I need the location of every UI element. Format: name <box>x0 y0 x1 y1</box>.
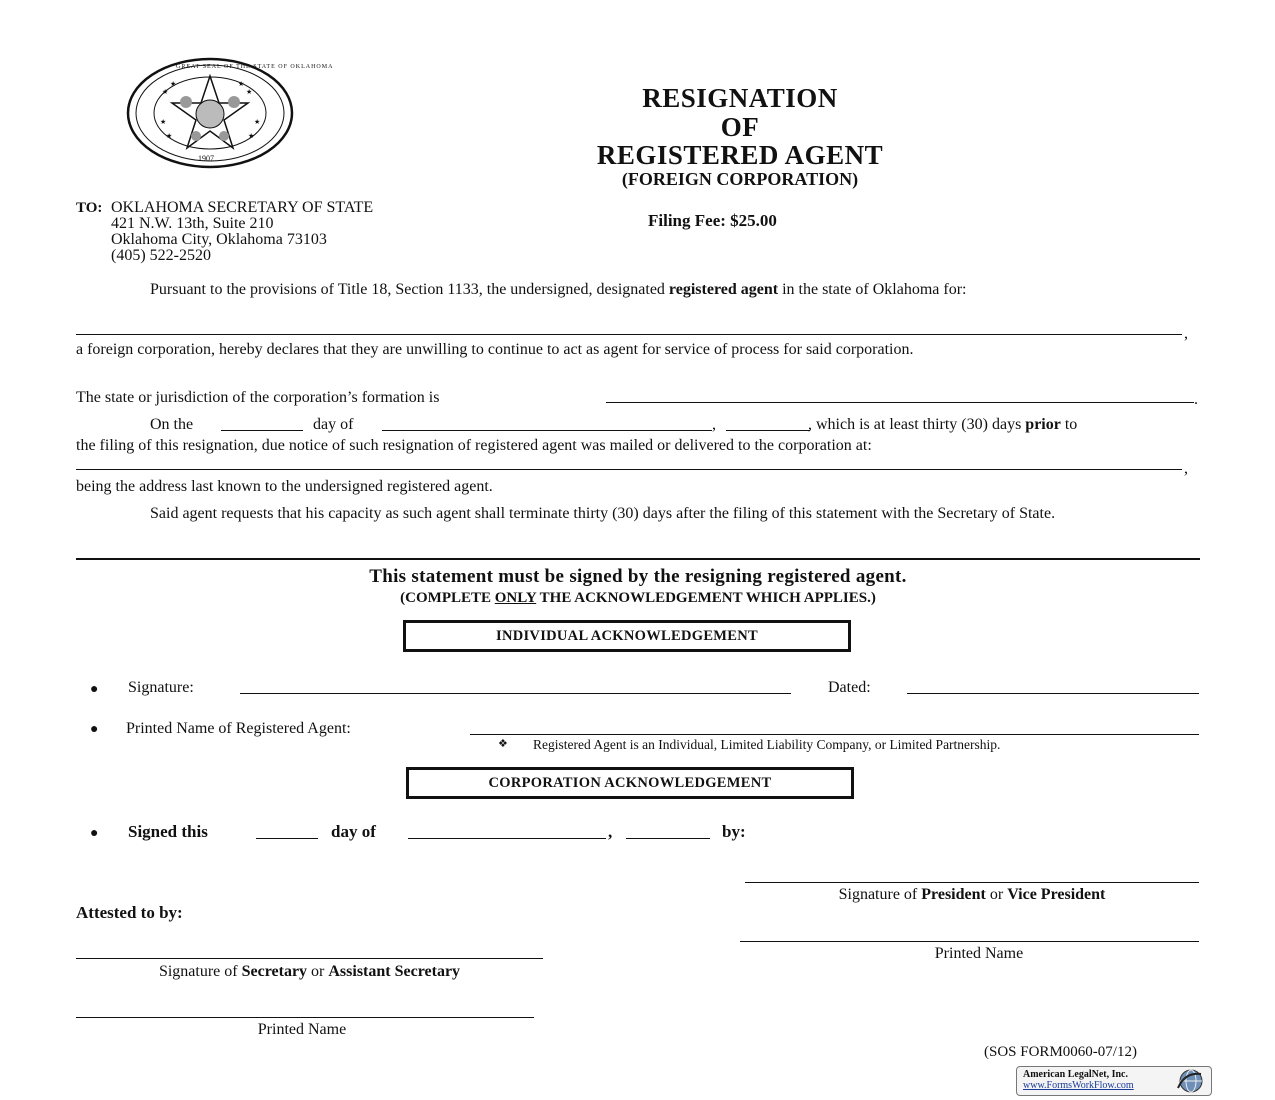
bullet-icon: ● <box>90 722 99 737</box>
filing-fee: Filing Fee: $25.00 <box>648 211 777 230</box>
by-label: by: <box>722 822 746 841</box>
publisher-website[interactable]: www.FormsWorkFlow.com <box>1023 1080 1134 1091</box>
signature-field[interactable] <box>240 693 791 694</box>
svg-text:★: ★ <box>170 80 177 88</box>
address-line-4: (405) 522-2520 <box>111 247 211 264</box>
individual-acknowledgement-box: INDIVIDUAL ACKNOWLEDGEMENT <box>403 620 851 652</box>
signed-year-field[interactable] <box>626 838 710 839</box>
signed-day-field[interactable] <box>256 838 318 839</box>
president-printed-name-field[interactable] <box>740 941 1199 942</box>
bullet-icon: ● <box>90 682 99 697</box>
svg-text:★: ★ <box>162 88 169 96</box>
notice-comma: , <box>712 416 716 433</box>
signed-this-label: Signed this <box>128 822 208 841</box>
signed-month-field[interactable] <box>408 838 606 839</box>
seal-year: 1907 <box>198 154 214 163</box>
form-number: (SOS FORM0060-07/12) <box>984 1044 1137 1060</box>
jurisdiction-label: The state or jurisdiction of the corporation’s formation is <box>76 389 440 406</box>
corporation-acknowledgement-box: CORPORATION ACKNOWLEDGEMENT <box>406 767 854 799</box>
publisher-logo[interactable] <box>1016 1066 1212 1096</box>
paragraph-terminate: Said agent requests that his capacity as such agent shall terminate thirty (30) days after the filing of this statement with the Secretary of State. <box>150 505 1056 522</box>
svg-text:★: ★ <box>246 88 253 96</box>
address-line-2: 421 N.W. 13th, Suite 210 <box>111 215 274 232</box>
corporation-address-field[interactable] <box>76 469 1182 470</box>
bullet-icon: ● <box>90 826 99 841</box>
to-label: TO: <box>76 200 103 216</box>
attested-label: Attested to by: <box>76 903 183 922</box>
svg-text:★: ★ <box>254 118 261 126</box>
diamond-bullet-icon: ❖ <box>498 738 508 750</box>
corporation-name-field[interactable] <box>76 334 1182 335</box>
title-line-1: RESIGNATION <box>642 83 838 113</box>
state-seal <box>126 58 334 168</box>
president-signature-field[interactable] <box>745 882 1199 883</box>
svg-text:★: ★ <box>166 132 173 140</box>
signed-day-of-label: day of <box>331 822 376 841</box>
seal-icon <box>126 58 334 168</box>
printed-name-agent-label: Printed Name of Registered Agent: <box>126 720 351 737</box>
notice-month-field[interactable] <box>382 430 712 431</box>
divider <box>76 558 1200 560</box>
svg-text:★: ★ <box>238 80 245 88</box>
notice-year-field[interactable] <box>726 430 810 431</box>
president-printed-name-label: Printed Name <box>934 945 1024 962</box>
globe-icon <box>1175 1068 1205 1094</box>
address-line-1: OKLAHOMA SECRETARY OF STATE <box>111 199 374 216</box>
president-signature-label: Signature of President or Vice President <box>838 886 1106 903</box>
day-of-label: day of <box>313 416 354 433</box>
publisher-name: American LegalNet, Inc. <box>1023 1069 1128 1080</box>
secretary-printed-name-label: Printed Name <box>257 1021 347 1038</box>
period: . <box>1194 391 1198 408</box>
signature-label: Signature: <box>128 679 194 696</box>
svg-text:★: ★ <box>248 132 255 140</box>
paragraph-pursuant: Pursuant to the provisions of Title 18, Section 1133, the undersigned, designated registered agent in the state of Oklahoma for: <box>150 281 967 298</box>
seal-motto: GREAT SEAL OF THE STATE OF OKLAHOMA <box>176 64 334 70</box>
comma: , <box>1184 325 1188 342</box>
secretary-signature-label: Signature of Secretary or Assistant Secretary <box>158 963 461 980</box>
notice-day-field[interactable] <box>221 430 303 431</box>
agent-note: Registered Agent is an Individual, Limited Liability Company, or Limited Partnership. <box>533 737 1001 752</box>
secretary-signature-field[interactable] <box>76 958 543 959</box>
dated-field[interactable] <box>907 693 1199 694</box>
title-line-3: REGISTERED AGENT <box>596 140 884 170</box>
notice-text: , which is at least thirty (30) days prior to <box>808 416 1078 433</box>
paragraph-declares: a foreign corporation, hereby declares that they are unwilling to continue to act as agent for service of process for said corporation. <box>76 341 914 358</box>
dated-label: Dated: <box>828 679 871 696</box>
signed-comma: , <box>608 822 613 841</box>
printed-name-agent-field[interactable] <box>470 734 1199 735</box>
on-the-label: On the <box>150 416 194 433</box>
notice-line-2: the filing of this resignation, due notice of such resignation of registered agent was mailed or delivered to the corporation at: <box>76 437 872 454</box>
svg-text:★: ★ <box>160 118 167 126</box>
signing-notice: This statement must be signed by the resigning registered agent. <box>369 566 907 587</box>
complete-instruction: (COMPLETE ONLY THE ACKNOWLEDGEMENT WHICH APPLIES.) <box>400 590 876 606</box>
secretary-printed-name-field[interactable] <box>76 1017 534 1018</box>
title-line-2: OF <box>720 112 760 142</box>
paragraph-last-known: being the address last known to the undersigned registered agent. <box>76 478 493 495</box>
address-line-3: Oklahoma City, Oklahoma 73103 <box>111 231 327 248</box>
jurisdiction-field[interactable] <box>606 402 1194 403</box>
address-comma: , <box>1184 460 1188 477</box>
title-subtitle: (FOREIGN CORPORATION) <box>621 169 859 189</box>
